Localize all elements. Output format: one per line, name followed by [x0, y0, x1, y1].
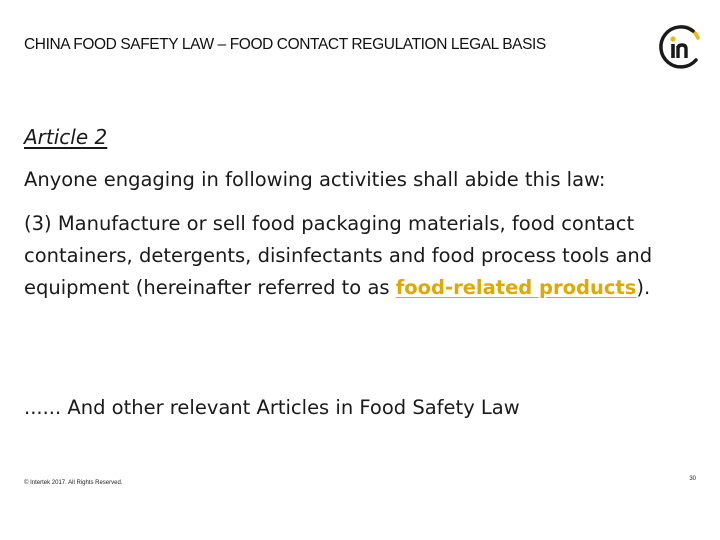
food-related-products-highlight: food-related products [395, 276, 637, 299]
intertek-in-logo-icon [656, 22, 702, 74]
article-clause [24, 208, 704, 304]
clause-text: (3) Manufacture or sell food packaging materials, food contact containers, detergents, disinfectants and food process tools and equipment (hereinafter referred to as [24, 212, 653, 299]
slide-title: CHINA FOOD SAFETY LAW – FOOD CONTACT REGULATION LEGAL BASIS [24, 36, 546, 53]
other-articles-note: ...... And other relevant Articles in Food Safety Law [24, 396, 520, 419]
copyright-footer: © Intertek 2017. All Rights Reserved. [24, 480, 123, 486]
clause-suffix: ). [636, 276, 651, 299]
article-intro: Anyone engaging in following activities shall abide this law: [24, 168, 606, 191]
page-number: 30 [689, 476, 696, 482]
article-heading: Article 2 [24, 125, 108, 149]
